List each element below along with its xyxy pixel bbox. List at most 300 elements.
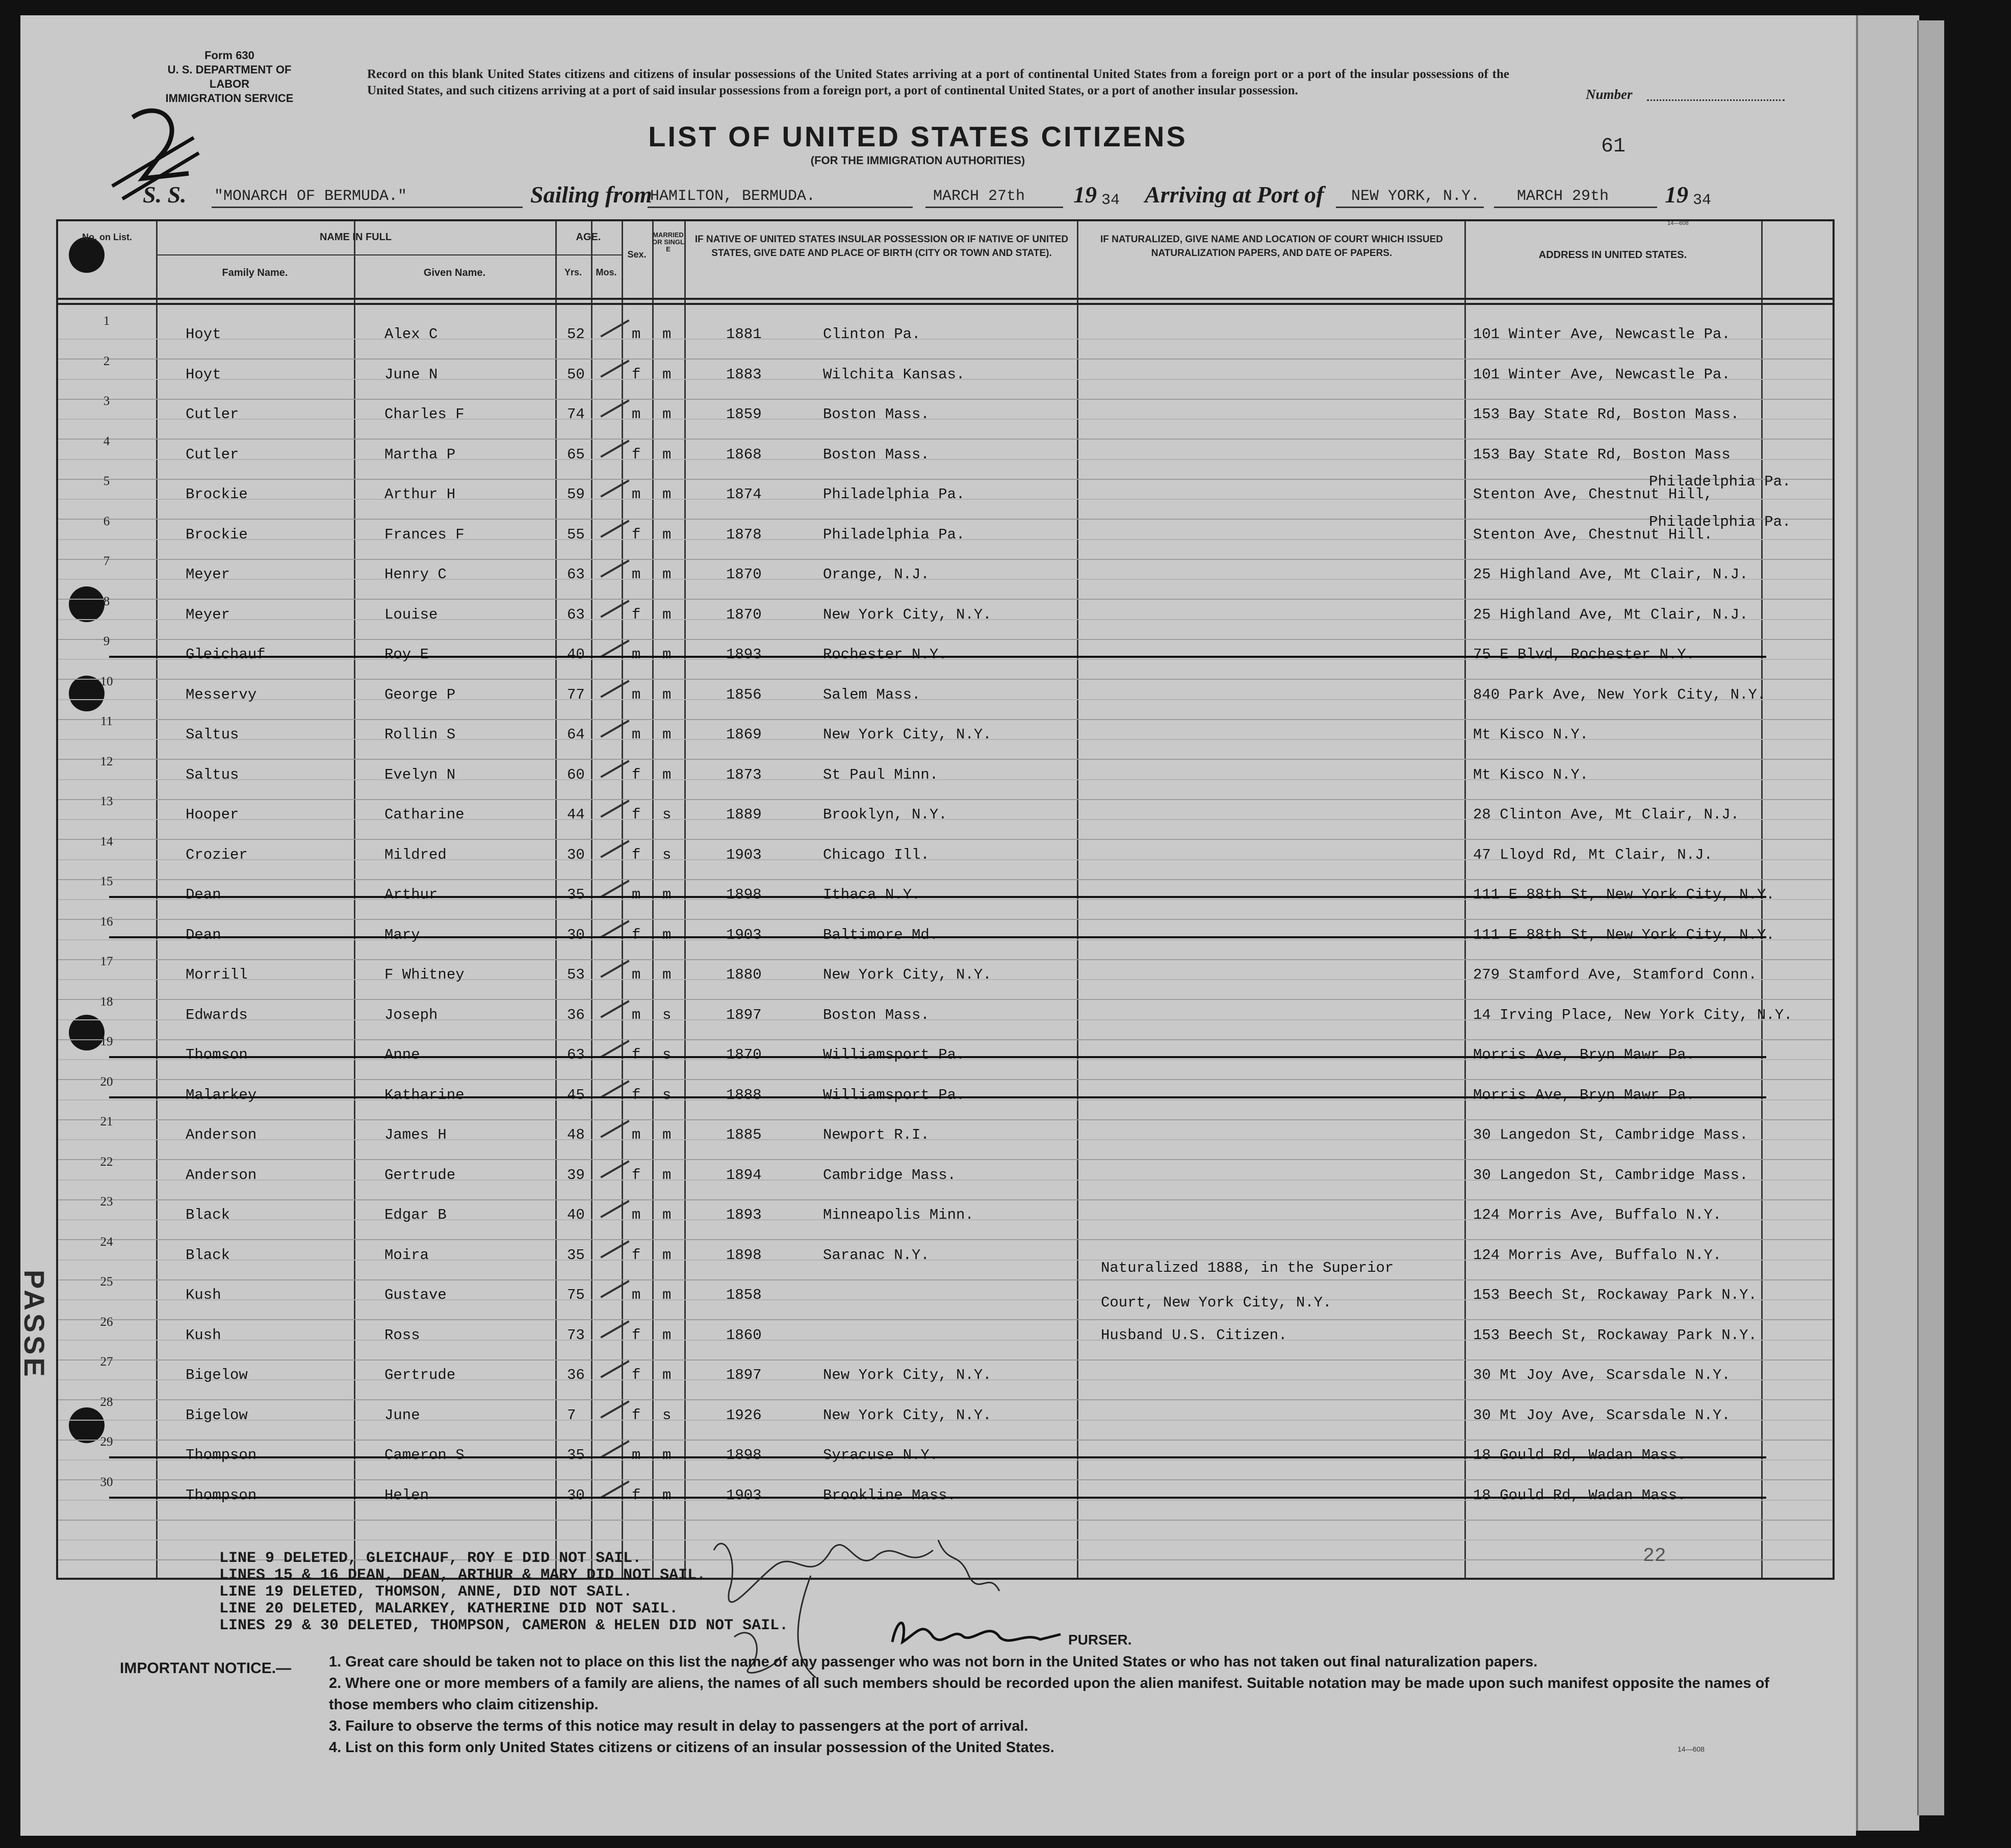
ss-label: S. S. xyxy=(143,182,187,208)
age-years: 53 xyxy=(567,966,585,983)
deletion-note: LINES 29 & 30 DELETED, THOMPSON, CAMERON & HELEN DID NOT SAIL. xyxy=(219,1617,789,1634)
check-mark xyxy=(600,1080,629,1098)
page-number: 61 xyxy=(1601,135,1626,158)
underline xyxy=(1494,207,1657,208)
ruling-line xyxy=(58,1399,1833,1400)
row-number: 25 xyxy=(100,1275,113,1289)
strike-through-line xyxy=(109,1497,1766,1499)
family-name: Kush xyxy=(186,1287,221,1303)
birth-place: Boston Mass. xyxy=(823,446,930,463)
sex: f xyxy=(632,1326,641,1344)
birth-year: 1880 xyxy=(726,966,762,983)
birth-place: New York City, N.Y. xyxy=(823,726,992,743)
sex: m xyxy=(632,1287,641,1303)
sex: m xyxy=(632,966,641,983)
page-subtitle: (FOR THE IMMIGRATION AUTHORITIES) xyxy=(810,154,1025,167)
birth-year: 1903 xyxy=(726,926,762,943)
check-mark xyxy=(600,1440,629,1458)
family-name: Bigelow xyxy=(186,1406,248,1424)
given-name: F Whitney xyxy=(384,966,465,983)
strike-through-line xyxy=(109,1056,1766,1058)
ruling-line xyxy=(58,919,1833,920)
check-mark xyxy=(600,479,629,497)
birth-year: 1903 xyxy=(726,846,762,863)
row-number: 18 xyxy=(100,994,113,1009)
ruling-line xyxy=(58,999,1833,1000)
marital-status: m xyxy=(662,1367,672,1383)
sex: f xyxy=(632,1166,641,1184)
birth-year: 1897 xyxy=(726,1006,762,1023)
ruling-line xyxy=(58,1159,1833,1160)
marital-status: m xyxy=(662,766,672,783)
address: 47 Lloyd Rd, Mt Clair, N.J. xyxy=(1473,846,1713,863)
ruling-line xyxy=(58,439,1833,440)
given-name: George P xyxy=(384,686,456,703)
arrive-date: MARCH 29th xyxy=(1517,188,1609,205)
age-years: 48 xyxy=(567,1126,585,1143)
birth-year: 1894 xyxy=(726,1166,762,1184)
birth-place: New York City, N.Y. xyxy=(823,1367,992,1383)
address: 30 Langedon St, Cambridge Mass. xyxy=(1473,1126,1748,1143)
page-title: LIST OF UNITED STATES CITIZENS xyxy=(648,120,1188,152)
given-name: Henry C xyxy=(384,566,447,583)
underline xyxy=(212,207,523,208)
ruling-line xyxy=(58,1239,1833,1240)
marital-status: m xyxy=(662,1207,672,1223)
address: Morris Ave, Bryn Mawr Pa. xyxy=(1473,1046,1695,1063)
sex: f xyxy=(632,446,641,463)
given-name: Anne xyxy=(384,1046,420,1063)
family-name: Crozier xyxy=(186,846,248,863)
row-number: 20 xyxy=(100,1074,113,1089)
address: 101 Winter Ave, Newcastle Pa. xyxy=(1473,326,1731,343)
family-name: Anderson xyxy=(186,1166,257,1184)
given-name: Martha P xyxy=(384,446,456,463)
address: Morris Ave, Bryn Mawr Pa. xyxy=(1473,1086,1695,1103)
family-name: Saltus xyxy=(186,726,239,743)
check-mark xyxy=(600,1480,629,1498)
row-number: 12 xyxy=(100,754,113,768)
ruling-line xyxy=(58,358,1833,360)
row-number: 19 xyxy=(100,1035,113,1048)
given-name: Gertrude xyxy=(384,1166,456,1184)
row-number: 9 xyxy=(103,634,110,648)
col-given: Given Name. xyxy=(423,267,486,278)
age-years: 36 xyxy=(567,1367,585,1383)
age-years: 63 xyxy=(567,566,585,583)
age-years: 30 xyxy=(567,846,585,863)
ruling-line xyxy=(58,719,1833,720)
check-mark xyxy=(600,1040,629,1058)
given-name: Alex C xyxy=(384,326,438,343)
marital-status: m xyxy=(662,366,672,383)
col-name-in-full: NAME IN FULL xyxy=(319,232,392,243)
given-name: June N xyxy=(384,366,438,383)
row-number: 17 xyxy=(100,955,113,968)
sex: f xyxy=(632,846,641,863)
address: 840 Park Ave, New York City, N.Y. xyxy=(1473,686,1766,703)
deletion-note: LINES 15 & 16 DEAN, DEAN, ARTHUR & MARY DID NOT SAIL. xyxy=(219,1567,706,1584)
birth-year: 1860 xyxy=(726,1326,762,1344)
marital-status: m xyxy=(662,1447,672,1464)
birth-place: Philadelphia Pa. xyxy=(823,526,965,543)
row-number: 3 xyxy=(103,394,110,408)
given-name: Gustave xyxy=(384,1287,447,1303)
arriving-label: Arriving at Port of xyxy=(1145,182,1324,208)
row-number: 16 xyxy=(100,914,113,929)
birth-year: 1885 xyxy=(726,1126,762,1143)
underline xyxy=(925,207,1063,208)
department: U. S. DEPARTMENT OF LABOR xyxy=(167,63,292,90)
age-years: 35 xyxy=(567,1246,585,1264)
ruling-line xyxy=(58,1319,1833,1320)
family-name: Brockie xyxy=(186,486,248,503)
col-mos: Mos. xyxy=(596,267,617,277)
birth-year: 1893 xyxy=(726,1207,762,1223)
birth-place: New York City, N.Y. xyxy=(823,606,992,623)
address: 30 Mt Joy Ave, Scarsdale N.Y. xyxy=(1473,1406,1731,1424)
address: 25 Highland Ave, Mt Clair, N.J. xyxy=(1473,606,1748,623)
birth-year: 1873 xyxy=(726,766,762,783)
marital-status: s xyxy=(662,1086,672,1103)
ruling-line xyxy=(58,1119,1833,1120)
row-number: 26 xyxy=(100,1315,113,1329)
marital-status: m xyxy=(662,566,672,583)
sex: m xyxy=(632,886,641,903)
ruling-line xyxy=(58,879,1833,880)
birth-year: 1868 xyxy=(726,446,762,463)
check-mark xyxy=(600,1240,629,1258)
family-name: Cutler xyxy=(186,446,239,463)
side-stamp: PASSE xyxy=(18,1270,50,1380)
marital-status: m xyxy=(662,1287,672,1303)
given-name: Mildred xyxy=(384,846,447,863)
form-header xyxy=(153,48,306,106)
ruling-line xyxy=(58,399,1833,400)
marital-status: s xyxy=(662,1006,672,1023)
strike-through-line xyxy=(109,656,1766,658)
sex: m xyxy=(632,566,641,583)
family-name: Gleichauf xyxy=(186,646,266,663)
given-name: Gertrude xyxy=(384,1367,456,1383)
marital-status: m xyxy=(662,1166,672,1184)
year-prefix: 19 xyxy=(1665,182,1688,208)
notice-item: 4. List on this form only United States citizens or citizens of an insular possession of the United States. xyxy=(329,1739,1054,1756)
marital-status: m xyxy=(662,446,672,463)
given-name: Catharine xyxy=(384,806,465,823)
check-mark xyxy=(600,600,629,618)
birth-year: 1870 xyxy=(726,606,762,623)
marital-status: m xyxy=(662,966,672,983)
sex: f xyxy=(632,926,641,943)
birth-place: Syracuse N.Y. xyxy=(823,1447,939,1464)
family-name: Saltus xyxy=(186,766,239,783)
check-mark xyxy=(600,880,629,897)
sail-date: MARCH 27th xyxy=(933,188,1025,205)
row-number: 15 xyxy=(100,875,113,888)
row-number: 6 xyxy=(103,514,110,528)
col-no: No. on List. xyxy=(82,232,132,242)
sex: f xyxy=(632,366,641,383)
row-number: 10 xyxy=(100,674,113,688)
birth-year: 1869 xyxy=(726,726,762,743)
check-mark xyxy=(600,1360,629,1378)
ruling-line xyxy=(58,559,1833,560)
check-mark xyxy=(600,440,629,457)
birth-year: 1874 xyxy=(726,486,762,503)
strike-through-line xyxy=(109,1096,1766,1098)
address: Mt Kisco N.Y. xyxy=(1473,766,1589,783)
given-name: Moira xyxy=(384,1246,429,1264)
check-mark xyxy=(600,800,629,817)
age-years: 63 xyxy=(567,606,585,623)
page-edge-back xyxy=(1917,20,1944,1815)
ruling-line xyxy=(58,1079,1833,1080)
col-age: AGE. xyxy=(576,232,601,243)
row-number: 24 xyxy=(100,1235,113,1249)
address: 30 Mt Joy Ave, Scarsdale N.Y. xyxy=(1473,1367,1731,1383)
birth-place: Rochester N.Y. xyxy=(823,646,947,663)
address: 124 Morris Ave, Buffalo N.Y. xyxy=(1473,1207,1722,1223)
col-address: ADDRESS IN UNITED STATES. xyxy=(1538,249,1687,261)
birth-year: 1897 xyxy=(726,1367,762,1383)
given-name: Rollin S xyxy=(384,726,456,743)
ruling-line xyxy=(58,799,1833,800)
marital-status: s xyxy=(662,1046,672,1063)
check-mark xyxy=(600,520,629,537)
birth-place: Boston Mass. xyxy=(823,406,930,423)
marital-status: m xyxy=(662,1326,672,1344)
check-mark xyxy=(600,840,629,858)
address: 28 Clinton Ave, Mt Clair, N.J. xyxy=(1473,806,1740,823)
family-name: Messervy xyxy=(186,686,257,703)
marital-status: m xyxy=(662,486,672,503)
age-years: 40 xyxy=(567,1207,585,1223)
sex: m xyxy=(632,326,641,343)
birth-year: 1881 xyxy=(726,326,762,343)
given-name: Katharine xyxy=(384,1086,465,1103)
birth-place: New York City, N.Y. xyxy=(823,966,992,983)
family-name: Malarkey xyxy=(186,1086,257,1103)
year-suffix: 34 xyxy=(1101,192,1120,209)
check-mark xyxy=(600,399,629,417)
check-mark xyxy=(600,760,629,778)
age-years: 52 xyxy=(567,326,585,343)
birth-place: St Paul Minn. xyxy=(823,766,939,783)
check-mark xyxy=(600,1320,629,1338)
notice-item: 3. Failure to observe the terms of this notice may result in delay to passengers at the port of arrival. xyxy=(329,1718,1028,1734)
birth-place: Philadelphia Pa. xyxy=(823,486,965,503)
birth-year: 1856 xyxy=(726,686,762,703)
family-name: Bigelow xyxy=(186,1367,248,1383)
birth-place: Clinton Pa. xyxy=(823,326,921,343)
strike-through-line xyxy=(109,1456,1766,1458)
check-mark xyxy=(600,1400,629,1418)
sex: f xyxy=(632,1086,641,1103)
check-mark xyxy=(600,1120,629,1138)
birth-place: Newport R.I. xyxy=(823,1126,930,1143)
age-years: 45 xyxy=(567,1086,585,1103)
ruling-line xyxy=(58,479,1833,480)
address: 124 Morris Ave, Buffalo N.Y. xyxy=(1473,1246,1722,1264)
birth-place: Chicago Ill. xyxy=(823,846,930,863)
sex: f xyxy=(632,766,641,783)
arriving-port: NEW YORK, N.Y. xyxy=(1351,188,1480,205)
marital-status: m xyxy=(662,406,672,423)
ruling-line xyxy=(58,1279,1833,1280)
sex: m xyxy=(632,646,641,663)
birth-year: 1926 xyxy=(726,1406,762,1424)
family-name: Thomson xyxy=(186,1046,248,1063)
address: 153 Beech St, Rockaway Park N.Y. xyxy=(1473,1326,1757,1344)
given-name: Mary xyxy=(384,926,420,943)
row-number: 28 xyxy=(100,1395,113,1409)
given-name: Helen xyxy=(384,1486,429,1504)
page-edge xyxy=(1856,15,1919,1831)
birth-place: Salem Mass. xyxy=(823,686,921,703)
naturalization: Husband U.S. Citizen. xyxy=(1101,1326,1287,1344)
deletion-note: LINE 9 DELETED, GLEICHAUF, ROY E DID NOT SAIL. xyxy=(219,1550,642,1567)
row-number: 5 xyxy=(103,474,110,488)
row-number: 14 xyxy=(100,834,113,849)
sex: f xyxy=(632,526,641,543)
age-years: 50 xyxy=(567,366,585,383)
col-birth: IF NATIVE OF UNITED STATES INSULAR POSSESSION OR IF NATIVE OF UNITED STATES, GIVE DATE AND PLACE OF BIRTH (CITY OR TOWN AND STATE). xyxy=(694,234,1069,259)
birth-place: Ithaca N.Y. xyxy=(823,886,921,903)
birth-year: 1903 xyxy=(726,1486,762,1504)
ruling-line xyxy=(58,679,1833,680)
notice-item: 1. Great care should be taken not to place on this list the name of any passenger who was not born in the United States or who has not taken out final naturalization papers. xyxy=(329,1654,1538,1670)
year-prefix: 19 xyxy=(1073,182,1097,208)
form-code: 14—608 xyxy=(1678,1745,1705,1753)
check-mark xyxy=(600,1160,629,1178)
row-number: 2 xyxy=(103,354,110,368)
birth-place: Orange, N.J. xyxy=(823,566,930,583)
given-name: Roy E xyxy=(384,646,429,663)
family-name: Thompson xyxy=(186,1486,257,1504)
col-sex: Sex. xyxy=(627,249,647,260)
family-name: Dean xyxy=(186,886,221,903)
family-name: Edwards xyxy=(186,1006,248,1023)
birth-year: 1893 xyxy=(726,646,762,663)
check-mark xyxy=(600,920,629,938)
ruling-line xyxy=(58,1199,1833,1200)
age-years: 30 xyxy=(567,1486,585,1504)
service: IMMIGRATION SERVICE xyxy=(165,92,294,105)
birth-place: Cambridge Mass. xyxy=(823,1166,957,1184)
col-married: MARRIED OR SINGLE xyxy=(652,231,684,253)
age-years: 59 xyxy=(567,486,585,503)
family-name: Anderson xyxy=(186,1126,257,1143)
age-years: 64 xyxy=(567,726,585,743)
check-mark xyxy=(600,1280,629,1298)
deletion-note: LINE 19 DELETED, THOMSON, ANNE, DID NOT SAIL. xyxy=(219,1583,633,1601)
birth-year: 1859 xyxy=(726,406,762,423)
address: 14 Irving Place, New York City, N.Y. xyxy=(1473,1006,1793,1023)
marital-status: m xyxy=(662,886,672,903)
birth-year: 1898 xyxy=(726,1246,762,1264)
birth-place: Baltimore Md. xyxy=(823,926,939,943)
marital-status: s xyxy=(662,1406,672,1424)
marital-status: m xyxy=(662,686,672,703)
given-name: Edgar B xyxy=(384,1207,447,1223)
row-number: 11 xyxy=(100,714,113,728)
birth-year: 1889 xyxy=(726,806,762,823)
check-mark xyxy=(600,639,629,657)
corner-number: 22 xyxy=(1643,1545,1666,1567)
given-name: Evelyn N xyxy=(384,766,456,783)
sex: f xyxy=(632,1406,641,1424)
sex: m xyxy=(632,486,641,503)
birth-place: Saranac N.Y. xyxy=(823,1246,930,1264)
ruling-line xyxy=(58,959,1833,960)
sex: f xyxy=(632,1046,641,1063)
address-line-2: Philadelphia Pa. xyxy=(1649,513,1791,530)
strike-through-line xyxy=(109,936,1766,938)
address: Stenton Ave, Chestnut Hill. xyxy=(1473,526,1713,543)
number-line xyxy=(1647,99,1785,101)
birth-place: Wilchita Kansas. xyxy=(823,366,965,383)
birth-year: 1883 xyxy=(726,366,762,383)
col-naturalized: IF NATURALIZED, GIVE NAME AND LOCATION OF COURT WHICH ISSUED NATURALIZATION PAPERS, AND DATE OF PAPERS. xyxy=(1100,234,1443,259)
check-mark xyxy=(600,319,629,337)
birth-year: 1898 xyxy=(726,886,762,903)
col-family: Family Name. xyxy=(222,267,288,278)
age-years: 65 xyxy=(567,446,585,463)
address: 153 Beech St, Rockaway Park N.Y. xyxy=(1473,1287,1757,1303)
address: 30 Langedon St, Cambridge Mass. xyxy=(1473,1166,1748,1184)
address: 101 Winter Ave, Newcastle Pa. xyxy=(1473,366,1731,383)
age-years: 39 xyxy=(567,1166,585,1184)
age-years: 35 xyxy=(567,886,585,903)
family-name: Black xyxy=(186,1246,230,1264)
family-name: Morrill xyxy=(186,966,248,983)
check-mark xyxy=(600,559,629,577)
birth-year: 1870 xyxy=(726,1046,762,1063)
given-name: Ross xyxy=(384,1326,420,1344)
important-notice xyxy=(329,1651,1787,1758)
sex: f xyxy=(632,1246,641,1264)
ruling-line xyxy=(58,519,1833,520)
age-years: 74 xyxy=(567,406,585,423)
address-line-2: Philadelphia Pa. xyxy=(1649,473,1791,490)
birth-place: New York City, N.Y. xyxy=(823,1406,992,1424)
birth-place: Boston Mass. xyxy=(823,1006,930,1023)
given-name: Cameron S xyxy=(384,1447,465,1464)
row-number: 23 xyxy=(100,1195,113,1209)
marital-status: m xyxy=(662,926,672,943)
family-name: Cutler xyxy=(186,406,239,423)
naturalization: Court, New York City, N.Y. xyxy=(1101,1294,1332,1311)
age-years: 73 xyxy=(567,1326,585,1344)
form-number: Form 630 xyxy=(204,49,254,62)
address: 25 Highland Ave, Mt Clair, N.J. xyxy=(1473,566,1748,583)
age-years: 7 xyxy=(567,1406,576,1424)
marital-status: m xyxy=(662,1486,672,1504)
marital-status: m xyxy=(662,526,672,543)
family-name: Meyer xyxy=(186,566,230,583)
family-name: Hoyt xyxy=(186,366,221,383)
marital-status: m xyxy=(662,1126,672,1143)
family-name: Dean xyxy=(186,926,221,943)
row-number: 21 xyxy=(100,1115,113,1128)
family-name: Hoyt xyxy=(186,326,221,343)
row-number: 13 xyxy=(100,794,113,808)
address: 75 E Blvd, Rochester N.Y. xyxy=(1473,646,1695,663)
age-years: 36 xyxy=(567,1006,585,1023)
birth-year: 1858 xyxy=(726,1287,762,1303)
sex: f xyxy=(632,606,641,623)
